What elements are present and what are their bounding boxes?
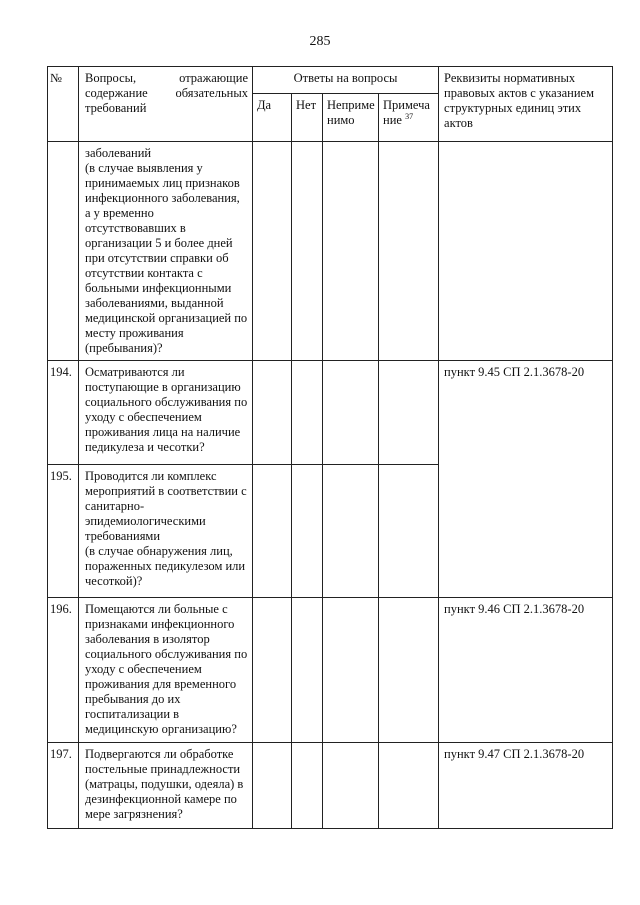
header-questions: [79, 67, 253, 142]
answer-na-cell[interactable]: [323, 598, 379, 743]
table-header-row: [48, 67, 613, 94]
header-note-footnote: 37: [405, 112, 414, 121]
row-question: Помещаются ли больные с признаками инфекционного заболевания в изолятор социального обслуживания по уходу с обеспечением проживания для временного пребывания до их госпитализации в медицинскую организацию?: [79, 598, 253, 743]
row-number: 195.: [48, 465, 79, 598]
row-number: 197.: [48, 743, 79, 829]
table-row: [48, 142, 613, 361]
row-number: 196.: [48, 598, 79, 743]
header-references: Реквизиты нормативных правовых актов с указанием структурных единиц этих актов: [439, 67, 613, 142]
row-question: заболеваний (в случае выявления у принимаемых лиц признаков инфекционного заболевания, а у временно отсутствовавших в организации 5 и более дней при отсутствии справки об отсутствии контакта с больными инфекционными заболеваниями, выданной медицинской организацией по месту проживания (пребывания)?: [79, 142, 253, 361]
answer-yes-cell[interactable]: [253, 142, 292, 361]
row-number: 194.: [48, 361, 79, 465]
page-number: 285: [309, 34, 331, 49]
answer-note-cell[interactable]: [379, 142, 439, 361]
answer-yes-cell[interactable]: [253, 743, 292, 829]
header-no: Нет: [292, 94, 323, 142]
row-reference: пункт 9.45 СП 2.1.3678-20: [439, 361, 613, 598]
header-number: №: [48, 67, 79, 142]
header-answers: Ответы на вопросы: [253, 67, 439, 94]
header-questions-word3: содержание: [85, 86, 148, 100]
answer-yes-cell[interactable]: [253, 598, 292, 743]
row-question: Проводится ли комплекс мероприятий в соответствии с санитарно-эпидемиологическими требованиями (в случае обнаружения лиц, пораженных педикулезом или чесоткой)?: [79, 465, 253, 598]
answer-no-cell[interactable]: [292, 361, 323, 465]
header-questions-word4: обязательных: [175, 86, 248, 100]
answer-na-cell[interactable]: [323, 142, 379, 361]
answer-yes-cell[interactable]: [253, 465, 292, 598]
header-questions-word2: отражающие: [179, 71, 248, 85]
table-row: [48, 598, 613, 743]
header-note: [379, 94, 439, 142]
header-na-line1: Неприме: [327, 98, 375, 112]
answer-no-cell[interactable]: [292, 465, 323, 598]
answer-na-cell[interactable]: [323, 361, 379, 465]
header-questions-word1: Вопросы,: [85, 71, 137, 85]
answer-note-cell[interactable]: [379, 465, 439, 598]
answer-na-cell[interactable]: [323, 465, 379, 598]
row-reference: пункт 9.47 СП 2.1.3678-20: [439, 743, 613, 829]
answer-no-cell[interactable]: [292, 743, 323, 829]
header-questions-word5: требований: [85, 101, 147, 115]
header-note-line2: ние: [383, 113, 402, 127]
table-row: [48, 743, 613, 829]
answer-na-cell[interactable]: [323, 743, 379, 829]
answer-note-cell[interactable]: [379, 743, 439, 829]
checklist-table: [47, 66, 613, 829]
row-number: [48, 142, 79, 361]
table-row: [48, 361, 613, 465]
answer-note-cell[interactable]: [379, 598, 439, 743]
header-na-line2: нимо: [327, 113, 355, 127]
answer-no-cell[interactable]: [292, 142, 323, 361]
answer-no-cell[interactable]: [292, 598, 323, 743]
row-question: Подвергаются ли обработке постельные принадлежности (матрацы, подушки, одеяла) в дезинфекционной камере по мере загрязнения?: [79, 743, 253, 829]
header-yes: Да: [253, 94, 292, 142]
row-reference: [439, 142, 613, 361]
row-reference: пункт 9.46 СП 2.1.3678-20: [439, 598, 613, 743]
row-question: Осматриваются ли поступающие в организацию социального обслуживания по уходу с обеспечением проживания лица на наличие педикулеза и чесотки?: [79, 361, 253, 465]
header-not-applicable: [323, 94, 379, 142]
answer-note-cell[interactable]: [379, 361, 439, 465]
header-note-line1: Примеча: [383, 98, 430, 112]
answer-yes-cell[interactable]: [253, 361, 292, 465]
